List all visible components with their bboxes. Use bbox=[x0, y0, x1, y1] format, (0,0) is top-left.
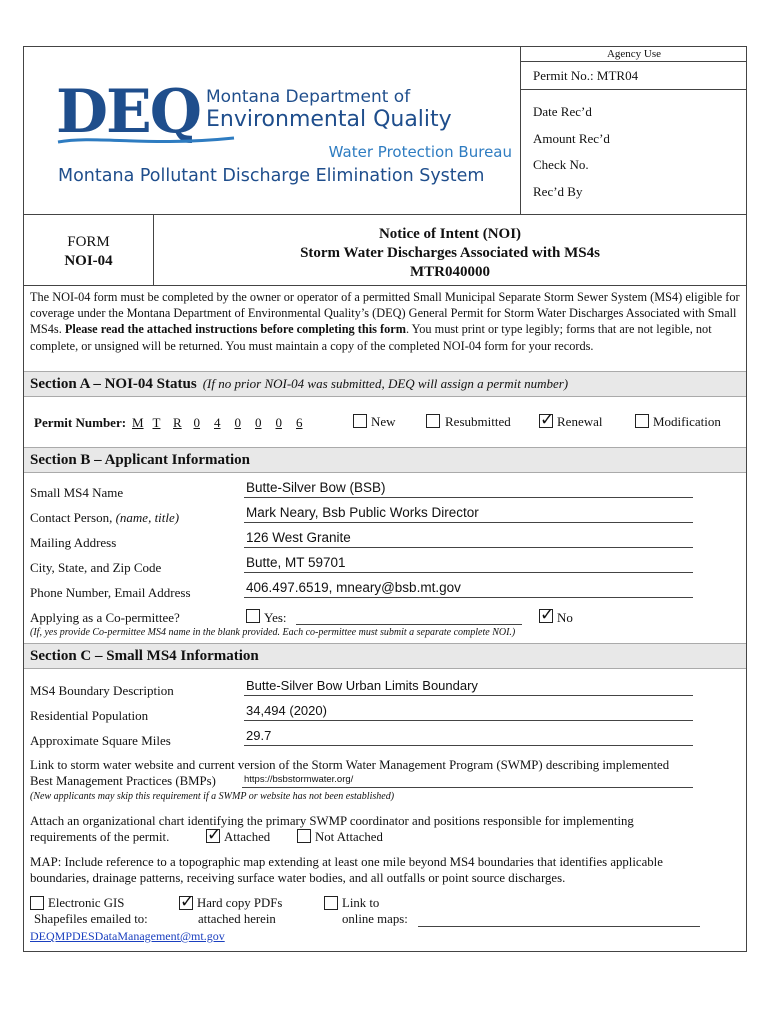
copermittee-note: (If, yes provide Co-permittee MS4 name in the blank provided. Each co-permittee must submit a separate complete NOI.) bbox=[30, 627, 516, 638]
logo-wave-icon bbox=[56, 133, 236, 147]
deq-acronym: DEQ bbox=[56, 77, 201, 147]
section-c-header bbox=[24, 643, 746, 669]
city-state-zip-label: City, State, and Zip Code bbox=[30, 560, 162, 575]
intro-paragraph bbox=[30, 289, 742, 354]
square-miles-underline bbox=[244, 745, 693, 746]
permit-number-char: 0 bbox=[234, 415, 241, 430]
online-maps-label-2: online maps: bbox=[342, 912, 408, 926]
form-title-line-1: Notice of Intent (NOI) bbox=[378, 226, 522, 242]
gis-label-2: Shapefiles emailed to: bbox=[34, 912, 148, 926]
online-maps-checkbox[interactable] bbox=[324, 896, 338, 910]
boundary-label: MS4 Boundary Description bbox=[30, 683, 174, 698]
website-text-1: Link to storm water website and current version of the Storm Water Management Program (SWMP) describing implemented bbox=[30, 758, 670, 772]
logo-line-1: Montana Department of bbox=[206, 87, 411, 107]
website-value[interactable]: https://bsbstormwater.org/ bbox=[244, 774, 354, 785]
form-title-line-2: Storm Water Discharges Associated with MS4s bbox=[300, 245, 600, 261]
logo-line-4: Montana Pollutant Discharge Elimination System bbox=[58, 166, 485, 186]
hardcopy-label-2: attached herein bbox=[198, 912, 276, 926]
phone-email-underline bbox=[244, 597, 693, 598]
contact-label bbox=[30, 510, 179, 526]
form-title-line-3: MTR040000 bbox=[410, 264, 490, 280]
permit-number-char: 6 bbox=[296, 415, 303, 430]
section-b-title: Section B – Applicant Information bbox=[30, 452, 251, 468]
permit-number-char: T bbox=[152, 415, 161, 430]
copermittee-yes-checkbox[interactable] bbox=[246, 609, 260, 623]
intro-text-b: . You must print or type legibly; forms that are not legible, not complete, or unsigned will be returned. You must maintain a copy of the completed NOI-04 form for your records. bbox=[30, 322, 712, 353]
gis-label-1: Electronic GIS bbox=[48, 896, 125, 910]
form-frame bbox=[23, 46, 747, 952]
hardcopy-checkbox[interactable] bbox=[179, 896, 193, 910]
online-maps-label-1: Link to bbox=[342, 896, 380, 910]
resubmitted-label: Resubmitted bbox=[445, 414, 511, 429]
population-value[interactable]: 34,494 (2020) bbox=[246, 703, 327, 718]
section-a-header bbox=[24, 371, 746, 397]
form-label: FORM bbox=[67, 234, 110, 250]
not-attached-label: Not Attached bbox=[315, 830, 383, 844]
website-underline bbox=[242, 787, 693, 788]
city-state-zip-underline bbox=[244, 572, 693, 573]
permit-number-char: 0 bbox=[255, 415, 262, 430]
section-a-note: (If no prior NOI-04 was submitted, DEQ will assign a permit number) bbox=[202, 376, 569, 391]
ms4-name-value[interactable]: Butte-Silver Bow (BSB) bbox=[246, 480, 386, 495]
ms4-name-underline bbox=[244, 497, 693, 498]
email-link[interactable]: DEQMPDESDataManagement@mt.gov bbox=[30, 929, 225, 943]
phone-email-value[interactable]: 406.497.6519, mneary@bsb.mt.gov bbox=[246, 580, 461, 595]
intro-text-bold: Please read the attached instructions before completing this form bbox=[64, 322, 406, 337]
not-attached-checkbox[interactable] bbox=[297, 829, 311, 843]
map-text-1: MAP: Include reference to a topographic map extending at least one mile beyond MS4 boundaries that identifies applicable bbox=[30, 855, 663, 869]
agency-permit-no: Permit No.: MTR04 bbox=[521, 62, 747, 90]
copermittee-no-label: No bbox=[557, 610, 573, 625]
square-miles-value[interactable]: 29.7 bbox=[246, 728, 272, 743]
permit-number-label: Permit Number: bbox=[34, 415, 127, 430]
org-chart-text-1: Attach an organizational chart identifying the primary SWMP coordinator and positions responsible for implementing bbox=[30, 814, 634, 828]
agency-use-label: Agency Use bbox=[521, 47, 747, 62]
renewal-checkbox[interactable] bbox=[539, 414, 553, 428]
boundary-underline bbox=[244, 695, 693, 696]
modification-label: Modification bbox=[653, 414, 721, 429]
population-label: Residential Population bbox=[30, 708, 149, 723]
contact-underline bbox=[244, 522, 693, 523]
city-state-zip-value[interactable]: Butte, MT 59701 bbox=[246, 555, 346, 570]
agency-use-box bbox=[520, 47, 747, 214]
new-checkbox[interactable] bbox=[353, 414, 367, 428]
mailing-address-label: Mailing Address bbox=[30, 535, 117, 550]
section-a-title: Section A – NOI-04 Status bbox=[30, 376, 197, 392]
contact-label-hint: (name, title) bbox=[115, 510, 180, 525]
logo-line-2: Environmental Quality bbox=[206, 107, 452, 132]
form-id: NOI-04 bbox=[64, 253, 113, 269]
received-by-label: Rec’d By bbox=[533, 184, 583, 199]
form-title-row bbox=[24, 214, 746, 286]
check-no-label: Check No. bbox=[533, 157, 589, 172]
copermittee-label: Applying as a Co-permittee? bbox=[30, 610, 180, 625]
deq-logo bbox=[56, 77, 516, 202]
attached-label: Attached bbox=[224, 830, 271, 844]
website-text-2: Best Management Practices (BMPs) bbox=[30, 774, 216, 788]
permit-number-char: 0 bbox=[275, 415, 282, 430]
copermittee-yes-label: Yes: bbox=[264, 610, 287, 625]
boundary-value[interactable]: Butte-Silver Bow Urban Limits Boundary bbox=[246, 678, 478, 693]
gis-checkbox[interactable] bbox=[30, 896, 44, 910]
form-id-box bbox=[24, 215, 154, 285]
copermittee-no-checkbox[interactable] bbox=[539, 609, 553, 623]
online-maps-underline[interactable] bbox=[418, 926, 700, 927]
form-title bbox=[154, 215, 746, 285]
population-underline bbox=[244, 720, 693, 721]
contact-label-text: Contact Person, bbox=[30, 510, 116, 525]
modification-checkbox[interactable] bbox=[635, 414, 649, 428]
mailing-address-underline bbox=[244, 547, 693, 548]
amount-received-label: Amount Rec’d bbox=[533, 131, 610, 146]
permit-number-char: R bbox=[173, 415, 182, 430]
logo-line-3: Water Protection Bureau bbox=[328, 143, 512, 161]
resubmitted-checkbox[interactable] bbox=[426, 414, 440, 428]
section-c-title: Section C – Small MS4 Information bbox=[30, 648, 259, 664]
contact-value[interactable]: Mark Neary, Bsb Public Works Director bbox=[246, 505, 479, 520]
copermittee-name-underline[interactable] bbox=[296, 624, 522, 625]
new-label: New bbox=[371, 414, 396, 429]
map-text-2: boundaries, drainage patterns, receiving surface water bodies, and all outfalls or point source discharges. bbox=[30, 871, 566, 885]
permit-number-char: 0 bbox=[193, 415, 200, 430]
hardcopy-label-1: Hard copy PDFs bbox=[197, 896, 283, 910]
renewal-label: Renewal bbox=[557, 414, 603, 429]
org-chart-text-2: requirements of the permit. bbox=[30, 830, 170, 844]
date-received-label: Date Rec’d bbox=[533, 104, 592, 119]
website-note: (New applicants may skip this requirement if a SWMP or website has not been established) bbox=[30, 791, 395, 802]
square-miles-label: Approximate Square Miles bbox=[30, 733, 171, 748]
ms4-name-label: Small MS4 Name bbox=[30, 485, 124, 500]
permit-number-char: 4 bbox=[214, 415, 221, 430]
phone-email-label: Phone Number, Email Address bbox=[30, 585, 191, 600]
mailing-address-value[interactable]: 126 West Granite bbox=[246, 530, 351, 545]
section-b-header bbox=[24, 447, 746, 473]
attached-checkbox[interactable] bbox=[206, 829, 220, 843]
permit-number-char: M bbox=[132, 415, 144, 430]
intro-text-a: The NOI-04 form must be completed by the owner or operator of a permitted Small Municipal Separate Storm Sewer System (MS4) eligible for coverage under the Montana Department of Environmental Quality’s (DEQ) General Permit for Storm Water Discharges Associated with Small MS4s. bbox=[30, 290, 740, 337]
